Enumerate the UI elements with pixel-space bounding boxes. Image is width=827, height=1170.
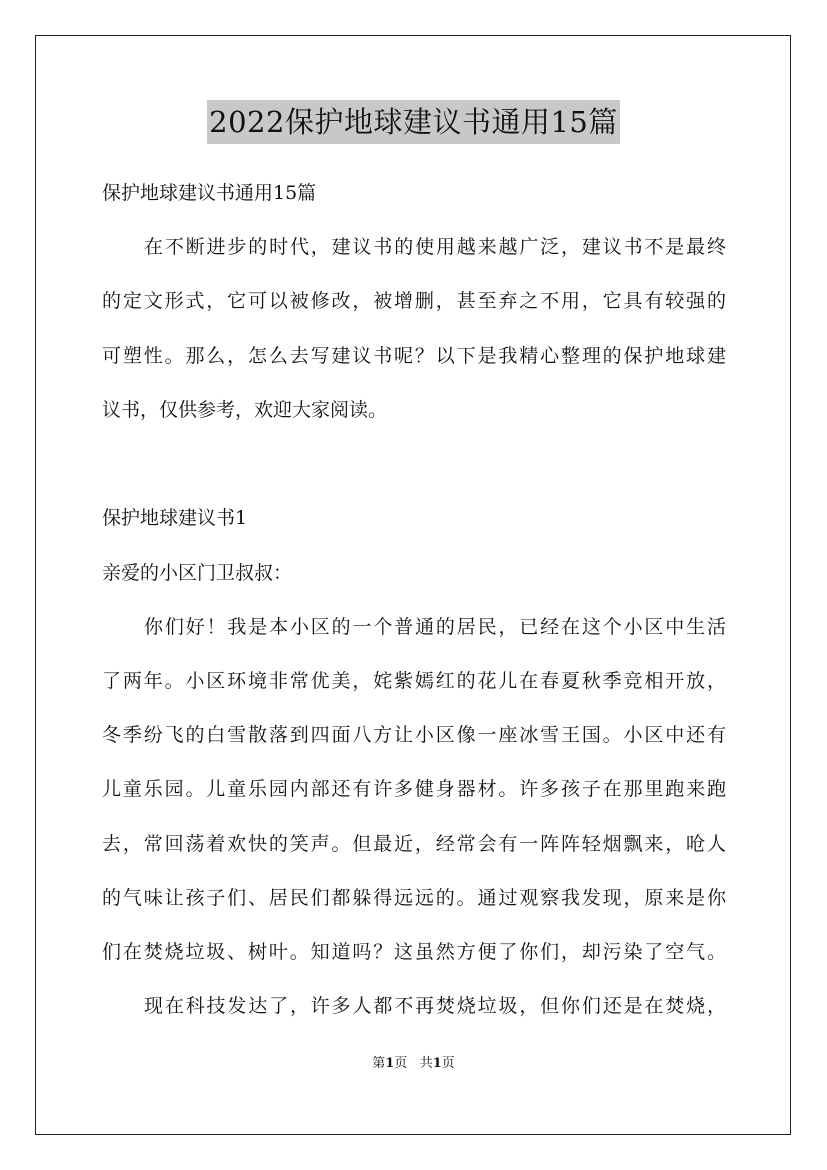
footer-page-prefix: 第	[372, 1056, 386, 1071]
document-subtitle: 保护地球建议书通用15篇	[102, 182, 317, 204]
body-line: 们在焚烧垃圾、树叶。知道吗？这虽然方便了你们，却污染了空气。	[102, 941, 726, 963]
salutation: 亲爱的小区门卫叔叔：	[102, 562, 293, 584]
body-line: 去，常回荡着欢快的笑声。但最近，经常会有一阵阵轻烟飘来，呛人	[102, 833, 726, 855]
section-heading: 保护地球建议书1	[102, 507, 248, 529]
intro-line: 的定文形式，它可以被修改，被增删，甚至弃之不用，它具有较强的	[102, 290, 726, 312]
body-line: 的气味让孩子们、居民们都躲得远远的。通过观察我发现，原来是你	[102, 887, 726, 909]
footer-page-current: 1	[385, 1056, 395, 1071]
footer-total-suffix: 页	[441, 1056, 455, 1071]
intro-line: 议书，仅供参考，欢迎大家阅读。	[102, 399, 388, 421]
body-line: 你们好！我是本小区的一个普通的居民，已经在这个小区中生活	[144, 616, 726, 638]
footer-page-suffix: 页	[394, 1056, 408, 1071]
document-title-text: 2022保护地球建议书通用15篇	[207, 100, 620, 144]
body-line: 了两年。小区环境非常优美，姹紫嫣红的花儿在春夏秋季竞相开放，	[102, 670, 726, 692]
footer-page-total: 1	[432, 1056, 442, 1071]
body-line: 儿童乐园。儿童乐园内部还有许多健身器材。许多孩子在那里跑来跑	[102, 778, 726, 800]
page-footer	[0, 1054, 827, 1074]
body-line: 现在科技发达了，许多人都不再焚烧垃圾，但你们还是在焚烧，	[144, 995, 726, 1017]
footer-total-prefix: 共	[419, 1056, 433, 1071]
intro-line: 在不断进步的时代，建议书的使用越来越广泛，建议书不是最终	[144, 236, 726, 258]
intro-line: 可塑性。那么，怎么去写建议书呢？以下是我精心整理的保护地球建	[102, 345, 726, 367]
body-line: 冬季纷飞的白雪散落到四面八方让小区像一座冰雪王国。小区中还有	[102, 724, 726, 746]
document-title	[0, 100, 827, 144]
